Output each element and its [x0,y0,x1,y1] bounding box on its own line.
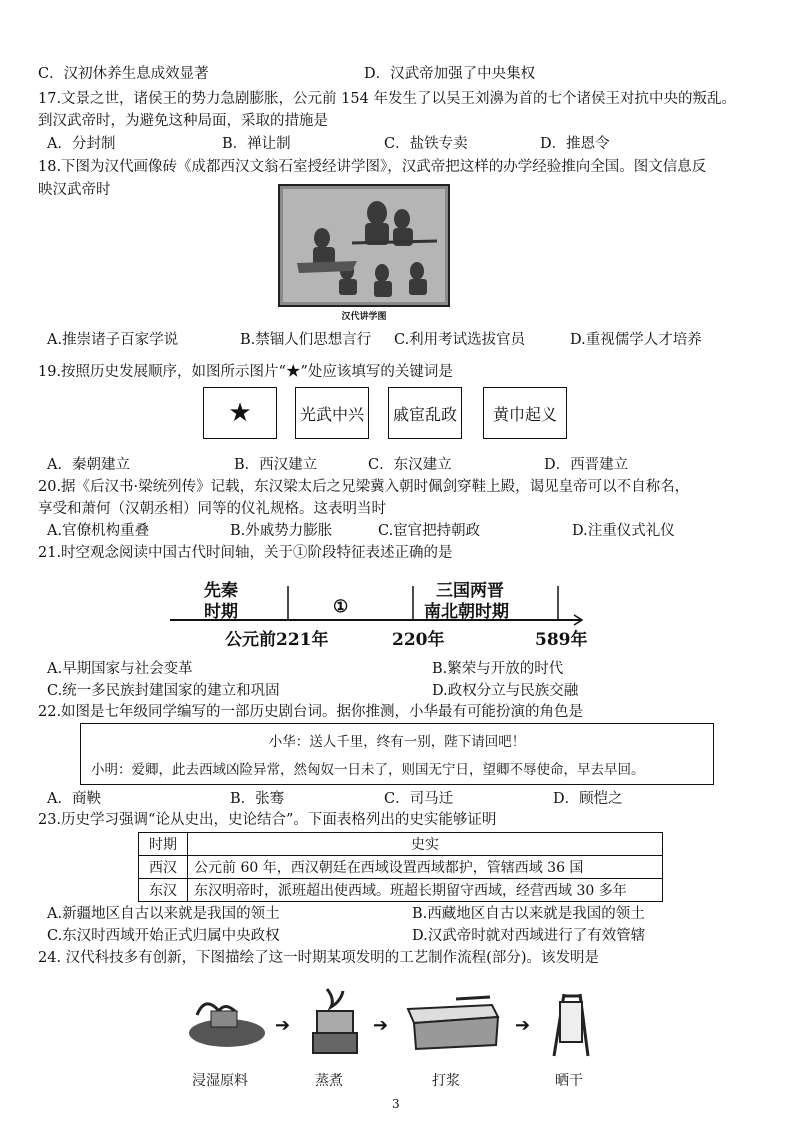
script-dialogue-box [80,723,714,785]
q17-option-b: B．禅让制 [222,136,291,152]
q22-option-b: B．张骞 [230,791,285,807]
arrow-icon: ➔ [275,1015,291,1036]
timeline-seg3-top: 三国两晋 [436,581,504,601]
q20-stem-line2: 享受和萧何（汉朝丞相）同等的仪礼规格。这表明当时 [38,501,386,517]
q22-option-a: A．商鞅 [47,791,101,807]
q18-stem-line1: 18.下图为汉代画像砖《成都西汉文翁石室授经讲学图》，汉武帝把这样的办学经验推向全国。图文信息反 [38,159,707,175]
soak-material-illustration [185,993,267,1053]
q23-option-c: C.东汉时西域开始正式归属中央政权 [47,928,280,944]
step-label-pulp: 打浆 [432,1073,460,1089]
q17-option-c: C．盐铁专卖 [384,136,468,152]
q17-option-d: D．推恩令 [540,136,610,152]
timeline-axis [170,586,590,626]
q20-option-b: B.外戚势力膨胀 [230,523,333,539]
lecture-relief-image [277,183,451,323]
dialogue-line-xiaohua: 小华：送人千里，终有一别，陛下请回吧！ [268,734,526,750]
table-row [139,856,663,879]
q20-option-a: A.官僚机构重叠 [47,523,150,539]
q21-option-b: B.繁荣与开放的时代 [432,661,564,677]
q21-option-c: C.统一多民族封建国家的建立和巩固 [47,683,280,699]
table-header-fact: 史实 [188,833,663,856]
q22-option-c: C．司马迁 [384,791,454,807]
q23-option-b: B.西藏地区自古以来就是我国的领土 [412,906,645,922]
timeline-seg1-top: 先秦 [204,581,238,601]
timeline-card-3: 黄巾起义 [483,387,567,439]
q21-stem: 21.时空观念阅读中国古代时间轴，关于①阶段特征表述正确的是 [38,545,453,561]
timeline-date-3: 589年 [535,630,588,650]
step-label-dry: 晒干 [555,1073,583,1089]
timeline-date-1: 公元前221年 [225,630,329,650]
arrow-icon: ➔ [515,1015,531,1036]
beat-pulp-illustration [402,995,502,1055]
q20-option-c: C.宦官把持朝政 [378,523,481,539]
q20-stem-line1: 20.据《后汉书·梁统列传》记载，东汉梁太后之兄梁冀入朝时佩剑穿鞋上殿，谒见皇帝可以不自称名， [38,479,690,495]
dialogue-line-xiaoming: 小明：爱卿，此去西域凶险异常，然匈奴一日未了，则国无宁日，望卿不辱使命，早去早回。 [91,762,645,778]
table-cell-fact: 东汉明帝时，派班超出使西域。班超长期留守西域，经营西域 30 多年 [188,879,663,902]
q23-option-d: D.汉武帝时就对西域进行了有效管辖 [412,928,646,944]
q23-stem: 23.历史学习强调“论从史出，史论结合”。下面表格列出的史实能够证明 [38,812,497,828]
timeline-date-2: 220年 [392,630,445,650]
q19-option-d: D．西晋建立 [544,457,629,473]
q20-option-d: D.注重仪式礼仪 [572,523,675,539]
image-caption: 汉代讲学图 [341,312,387,322]
table-header-period: 时期 [139,833,188,856]
page-number: 3 [392,1097,400,1111]
table-row [139,879,663,902]
step-label-soak: 浸湿原料 [192,1073,248,1089]
q19-option-a: A．秦朝建立 [47,457,130,473]
q24-stem: 24. 汉代科技多有创新，下图描绘了这一时期某项发明的工艺制作流程(部分)。该发明是 [38,950,599,966]
q16-option-d: D．汉武帝加强了中央集权 [364,66,536,82]
timeline-seg3-bottom: 南北朝时期 [424,602,509,622]
timeline-seg1-bottom: 时期 [204,602,238,622]
timeline-seg2-marker: ① [333,597,349,617]
q18-stem-line2: 映汉武帝时 [38,182,111,198]
q17-stem-line2: 到汉武帝时，为避免这种局面，采取的措施是 [38,113,328,129]
table-cell-fact: 公元前 60 年，西汉朝廷在西域设置西域都护，管辖西域 36 国 [188,856,663,879]
q17-stem-line1: 17.文景之世，诸侯王的势力急剧膨胀，公元前 154 年发生了以吴王刘濞为首的七个诸侯王对抗中央的叛乱。 [38,91,736,107]
sun-dry-illustration [546,990,596,1058]
q19-option-c: C．东汉建立 [368,457,452,473]
table-header-row [139,833,663,856]
q23-option-a: A.新疆地区自古以来就是我国的领土 [47,906,280,922]
q18-option-d: D.重视儒学人才培养 [570,332,702,348]
timeline-card-star: ★ [203,387,277,439]
q22-option-d: D．顾恺之 [553,791,623,807]
history-facts-table [138,832,663,902]
steam-boil-illustration [305,985,365,1057]
q22-stem: 22.如图是七年级同学编写的一部历史剧台词。据你推测，小华最有可能扮演的角色是 [38,704,584,720]
q19-option-b: B．西汉建立 [234,457,318,473]
q18-option-a: A.推崇诸子百家学说 [47,332,179,348]
q16-option-c: C．汉初休养生息成效显著 [38,66,209,82]
q17-option-a: A．分封制 [47,136,116,152]
arrow-icon: ➔ [373,1015,389,1036]
q18-option-c: C.利用考试选拔官员 [394,332,526,348]
timeline-card-2: 戚宦乱政 [388,387,462,439]
table-cell-period: 东汉 [139,879,188,902]
step-label-boil: 蒸煮 [315,1073,343,1089]
q19-stem: 19.按照历史发展顺序，如图所示图片“★”处应该填写的关键词是 [38,364,453,380]
table-cell-period: 西汉 [139,856,188,879]
timeline-card-1: 光武中兴 [295,387,369,439]
q21-option-a: A.早期国家与社会变革 [47,661,193,677]
q18-option-b: B.禁锢人们思想言行 [240,332,372,348]
q21-option-d: D.政权分立与民族交融 [432,683,579,699]
